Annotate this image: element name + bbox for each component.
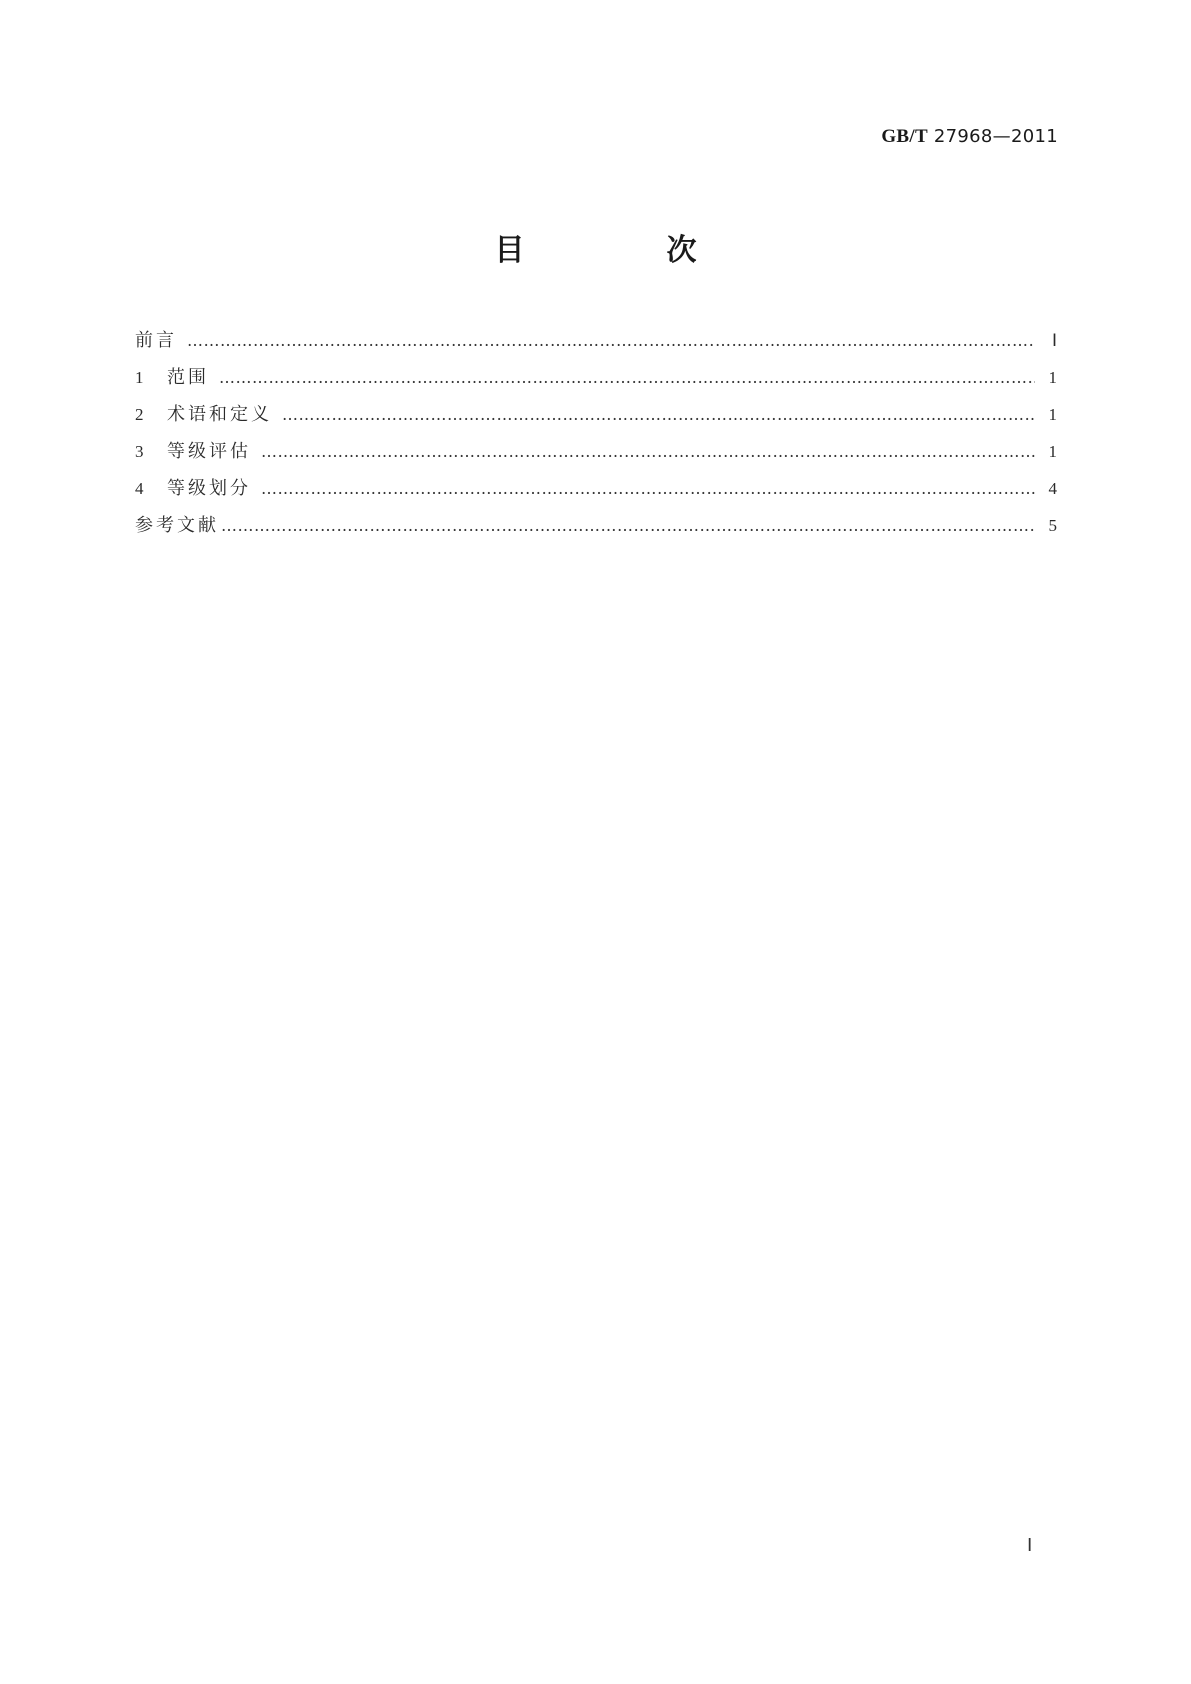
- toc-entry-label: 等级划分: [167, 478, 251, 499]
- standard-number: 27968—2011: [933, 126, 1058, 147]
- toc-entry-scope[interactable]: [135, 363, 1057, 400]
- toc-entry-label: 范围: [167, 367, 209, 388]
- standard-prefix: GB/T: [881, 126, 928, 147]
- toc-entry-number: 1: [135, 368, 144, 387]
- toc-leader-dots: [187, 331, 1035, 350]
- toc-entry-number: 4: [135, 479, 144, 498]
- toc-entry-page: 5: [1048, 516, 1057, 535]
- toc-entry-foreword[interactable]: [135, 326, 1057, 363]
- toc-entry-label: 术语和定义: [167, 404, 272, 425]
- toc-entry-number: 3: [135, 442, 144, 461]
- toc-entry-page: 1: [1048, 368, 1057, 387]
- toc-leader-dots: [221, 516, 1035, 535]
- toc-entry-terms[interactable]: [135, 400, 1057, 437]
- toc-entry-grade-classification[interactable]: [135, 474, 1057, 511]
- toc-entry-page: 1: [1048, 405, 1057, 424]
- toc-entry-grade-assessment[interactable]: [135, 437, 1057, 474]
- toc-entry-page: 4: [1048, 479, 1057, 498]
- toc-entry-page: 1: [1048, 442, 1057, 461]
- standard-code: [881, 126, 1058, 148]
- page-number: Ⅰ: [1027, 1535, 1033, 1555]
- toc-entry-label: 前言: [135, 330, 177, 351]
- toc-entry-label: 等级评估: [167, 441, 251, 462]
- toc-entry-label: 参考文献: [135, 515, 219, 536]
- toc-leader-dots: [282, 405, 1035, 424]
- toc-title: 目 次: [494, 233, 753, 268]
- toc-entry-number: 2: [135, 405, 144, 424]
- toc-leader-dots: [261, 442, 1035, 461]
- toc-leader-dots: [219, 368, 1035, 387]
- toc-leader-dots: [261, 479, 1035, 498]
- toc-entry-references[interactable]: [135, 511, 1057, 548]
- toc-entry-page: Ⅰ: [1051, 331, 1057, 350]
- table-of-contents: [135, 326, 1057, 548]
